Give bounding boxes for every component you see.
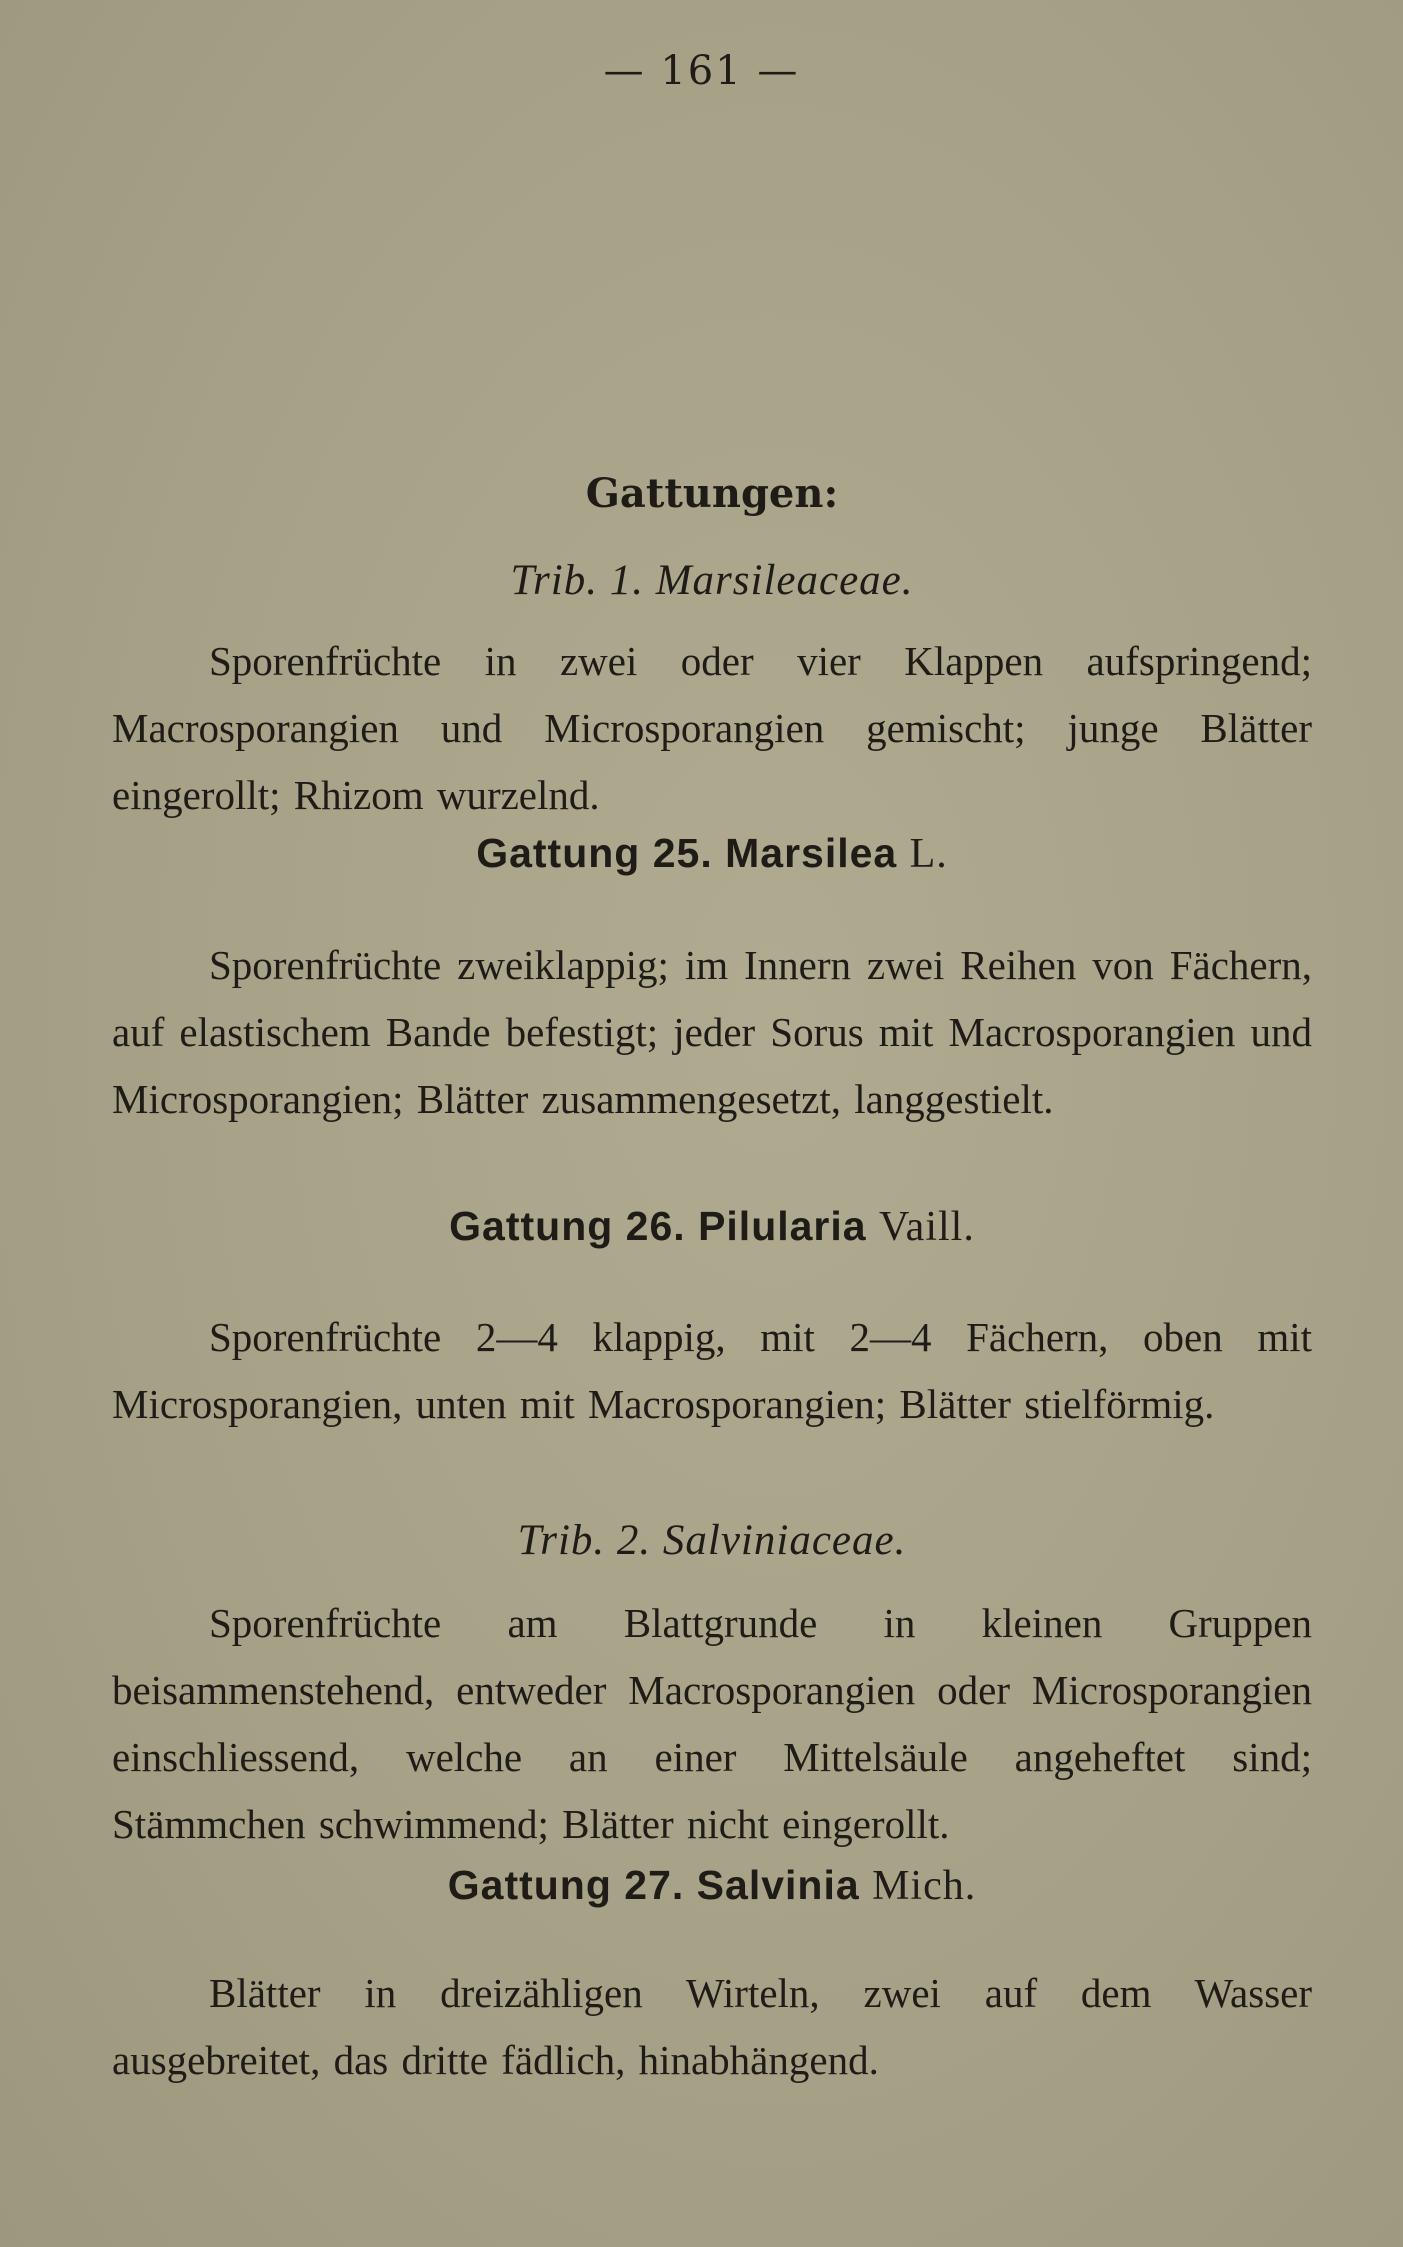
page-number: — 161 — [603,48,800,94]
genus-26-author: Vaill. [879,1204,975,1250]
section-heading: Gattungen: [585,470,839,517]
genus-27-author: Mich. [872,1863,977,1909]
tribe-2-heading: Trib. 2. Salviniaceae. [517,1517,907,1564]
genus-26-heading [112,1203,1312,1251]
genus-26-description: Sporenfrüchte 2—4 klappig, mit 2—4 Fächern, oben mit Microsporangien, unten mit Macrosporangien; Blätter stielförmig. [112,1314,1312,1427]
genus-25-heading [112,830,1312,878]
genus-26-name: Gattung 26. Pilularia [449,1203,867,1249]
genus-25-name: Gattung 25. Marsilea [476,830,898,876]
genus-27-description: Blätter in dreizähligen Wirteln, zwei auf dem Wasser ausgebreitet, das dritte fädlich, hinabhängend. [112,1970,1312,2083]
tribe-1-heading: Trib. 1. Marsileaceae. [510,557,914,604]
genus-25-author: L. [909,831,948,877]
tribe-2-description: Sporenfrüchte am Blattgrunde in kleinen Gruppen beisammenstehend, entweder Macrosporangien oder Microsporangien einschliessend, welche an einer Mittelsäule angeheftet sind; Stämmchen schwimmend; Blätter nicht eingerollt. [112,1600,1312,1847]
genus-27-name: Gattung 27. Salvinia [447,1862,860,1908]
genus-25-description: Sporenfrüchte zweiklappig; im Innern zwei Reihen von Fächern, auf elastischem Bande befestigt; jeder Sorus mit Macrosporangien und Microsporangien; Blätter zusammengesetzt, langgestielt. [112,942,1312,1122]
genus-27-heading [112,1862,1312,1910]
tribe-1-description: Sporenfrüchte in zwei oder vier Klappen aufspringend; Macrosporangien und Microsporangien gemischt; junge Blätter eingerollt; Rhizom wurzelnd. [112,638,1312,818]
